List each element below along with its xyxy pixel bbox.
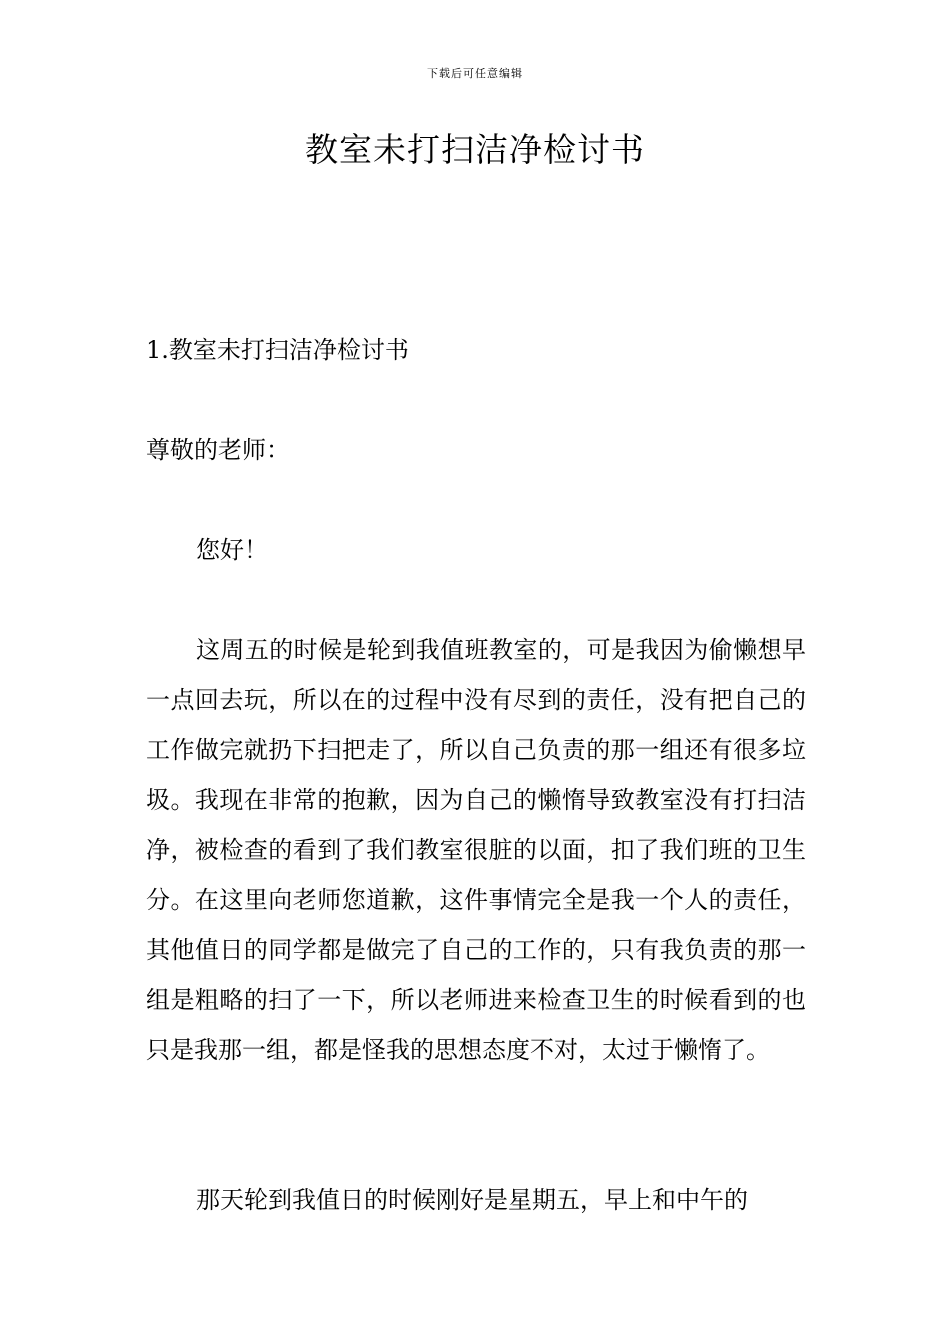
salutation: 尊敬的老师： bbox=[146, 436, 290, 464]
header-note: 下载后可任意编辑 bbox=[427, 67, 523, 80]
section-heading: 1.教室未打扫洁净检讨书 bbox=[146, 336, 409, 364]
body-paragraph: 那天轮到我值日的时候刚好是星期五，早上和中午的 bbox=[196, 1186, 748, 1214]
body-paragraph: 这周五的时候是轮到我值班教室的，可是我因为偷懒想早一点回去玩，所以在的过程中没有尽到的责任，没有把自己的工作做完就扔下扫把走了，所以自己负责的那一组还有很多垃圾。我现在非常的抱歉，因为自己的懒惰导致教室没有打扫洁净，被检查的看到了我们教室很脏的以面，扣了我们班的卫生分。在这里向老师您道歉，这件事情完全是我一个人的责任，其他值日的同学都是做完了自己的工作的，只有我负责的那一组是粗略的扫了一下，所以老师进来检查卫生的时候看到的也只是我那一组，都是怪我的思想态度不对，太过于懒惰了。 bbox=[146, 636, 806, 1064]
greeting: 您好！ bbox=[196, 536, 268, 564]
document-title: 教室未打扫洁净检讨书 bbox=[305, 130, 645, 169]
